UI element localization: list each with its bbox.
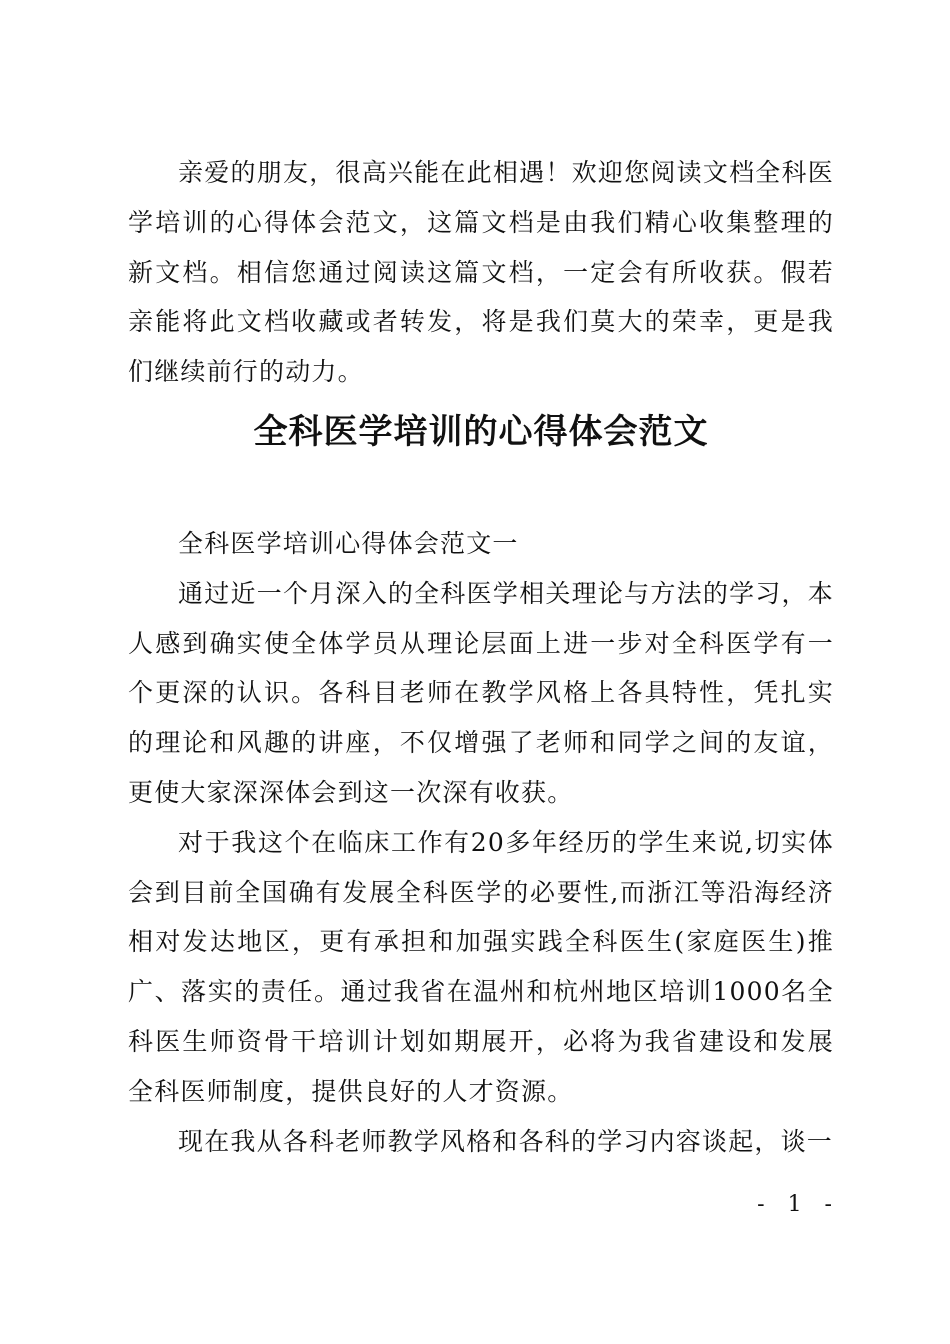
intro-paragraph: 亲爱的朋友，很高兴能在此相遇！欢迎您阅读文档全科医学培训的心得体会范文，这篇文档是由我们精心收集整理的新文档。相信您通过阅读这篇文档，一定会有所收获。假若亲能将此文档收藏或者转发，将是我们莫大的荣幸，更是我们继续前行的动力。 bbox=[128, 158, 834, 387]
document-title: 全科医学培训的心得体会范文 bbox=[253, 411, 709, 452]
document-body bbox=[128, 148, 834, 1166]
body-paragraph-3: 现在我从各科老师教学风格和各科的学习内容谈起，谈一 bbox=[178, 1126, 834, 1156]
body-paragraph-1: 通过近一个月深入的全科医学相关理论与方法的学习，本人感到确实使全体学员从理论层面上进一步对全科医学有一个更深的认识。各科目老师在教学风格上各具特性，凭扎实的理论和风趣的讲座，不仅增强了老师和同学之间的友谊，更使大家深深体会到这一次深有收获。 bbox=[128, 578, 834, 807]
page-number: - 1 - bbox=[757, 1192, 840, 1217]
body-paragraph-2: 对于我这个在临床工作有20多年经历的学生来说,切实体会到目前全国确有发展全科医学的必要性,而浙江等沿海经济相对发达地区，更有承担和加强实践全科医生(家庭医生)推广、落实的责任。通过我省在温州和杭州地区培训1000名全科医生师资骨干培训计划如期展开，必将为我省建设和发展全科医师制度，提供良好的人才资源。 bbox=[128, 827, 834, 1106]
section-heading: 全科医学培训心得体会范文一 bbox=[178, 528, 519, 558]
